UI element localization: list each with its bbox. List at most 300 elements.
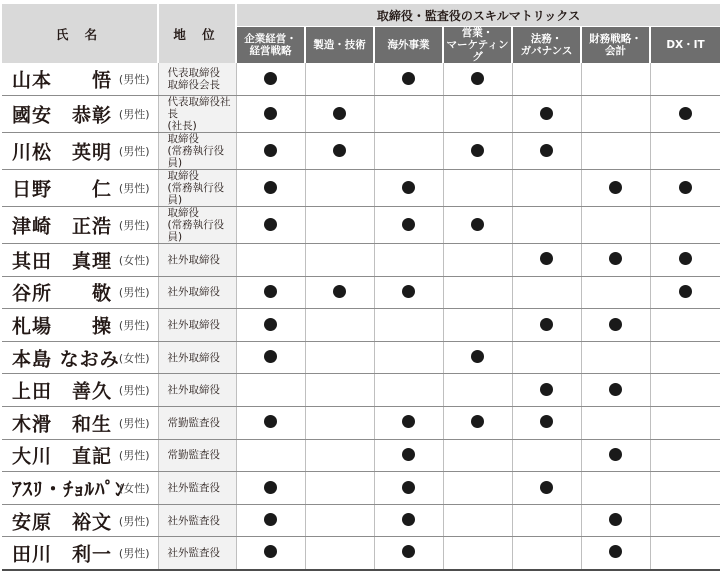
skill-empty bbox=[679, 545, 692, 558]
skill-dot-icon bbox=[402, 72, 415, 85]
skill-dot-icon bbox=[402, 448, 415, 461]
skill-cell bbox=[374, 374, 443, 407]
skill-cell bbox=[305, 133, 374, 170]
skill-cell bbox=[650, 341, 720, 374]
member-position: 社外取締役 bbox=[167, 384, 220, 397]
skill-empty bbox=[679, 448, 692, 461]
skill-dot-icon bbox=[264, 513, 277, 526]
member-position: 社外監査役 bbox=[167, 514, 220, 527]
skill-dot-icon bbox=[609, 181, 622, 194]
skill-dot-icon bbox=[402, 481, 415, 494]
skill-empty bbox=[679, 318, 692, 331]
member-position-cell bbox=[158, 407, 236, 440]
skill-cell bbox=[512, 207, 581, 244]
member-gender: (男性) bbox=[118, 319, 150, 333]
header-position: 地 位 bbox=[158, 4, 236, 63]
skill-cell bbox=[374, 504, 443, 537]
skill-cell bbox=[305, 207, 374, 244]
skill-dot-icon bbox=[679, 252, 692, 265]
skill-matrix-table bbox=[2, 4, 720, 571]
member-name: ｱｽﾘ・ﾁｮﾙﾊﾟﾝ bbox=[12, 478, 126, 501]
skill-empty bbox=[540, 181, 553, 194]
skill-empty bbox=[679, 144, 692, 157]
member-position-cell bbox=[158, 96, 236, 133]
member-position: 取締役 (常務執行役員) bbox=[167, 207, 225, 244]
member-row bbox=[2, 170, 720, 207]
skill-cell bbox=[443, 133, 512, 170]
skill-cell bbox=[512, 244, 581, 277]
skill-cell bbox=[374, 309, 443, 342]
skill-cell bbox=[512, 439, 581, 472]
member-position: 取締役 (常務執行役員) bbox=[167, 133, 225, 170]
skill-cell bbox=[236, 276, 305, 309]
skill-empty bbox=[609, 107, 622, 120]
skill-cell bbox=[236, 133, 305, 170]
skill-cell bbox=[305, 244, 374, 277]
member-name-cell bbox=[2, 537, 158, 570]
skill-empty bbox=[333, 72, 346, 85]
skill-dot-icon bbox=[264, 318, 277, 331]
skill-empty bbox=[679, 481, 692, 494]
skill-cell bbox=[443, 276, 512, 309]
skill-empty bbox=[333, 513, 346, 526]
skill-empty bbox=[333, 350, 346, 363]
member-name: 國安 恭彰 bbox=[12, 104, 113, 127]
skill-empty bbox=[679, 383, 692, 396]
skill-cell bbox=[305, 472, 374, 505]
skill-empty bbox=[609, 285, 622, 298]
skill-dot-icon bbox=[264, 181, 277, 194]
skill-empty bbox=[609, 72, 622, 85]
member-row bbox=[2, 133, 720, 170]
skill-dot-icon bbox=[264, 415, 277, 428]
member-row bbox=[2, 537, 720, 570]
skill-empty bbox=[471, 383, 484, 396]
skill-dot-icon bbox=[679, 285, 692, 298]
skill-cell bbox=[236, 63, 305, 96]
skill-cell bbox=[443, 170, 512, 207]
skill-dot-icon bbox=[609, 448, 622, 461]
skill-empty bbox=[679, 415, 692, 428]
skill-dot-icon bbox=[402, 181, 415, 194]
skill-empty bbox=[471, 318, 484, 331]
skill-empty bbox=[333, 481, 346, 494]
member-name: 谷所 敬 bbox=[12, 282, 113, 305]
skill-cell bbox=[443, 407, 512, 440]
skill-empty bbox=[402, 318, 415, 331]
member-position-cell bbox=[158, 374, 236, 407]
member-position: 社外取締役 bbox=[167, 351, 220, 364]
skill-empty bbox=[540, 72, 553, 85]
skill-cell bbox=[374, 96, 443, 133]
skill-cell bbox=[650, 133, 720, 170]
skill-cell bbox=[236, 244, 305, 277]
skill-cell bbox=[374, 170, 443, 207]
member-name: 上田 善久 bbox=[12, 380, 113, 403]
skill-cell bbox=[650, 504, 720, 537]
skill-empty bbox=[609, 218, 622, 231]
member-position: 常勤監査役 bbox=[167, 449, 220, 462]
skill-cell bbox=[650, 309, 720, 342]
skill-cell bbox=[236, 341, 305, 374]
skill-cell bbox=[374, 63, 443, 96]
skill-cell bbox=[305, 276, 374, 309]
skill-dot-icon bbox=[402, 545, 415, 558]
skill-dot-icon bbox=[471, 144, 484, 157]
skill-empty bbox=[540, 350, 553, 363]
member-name-cell bbox=[2, 309, 158, 342]
member-name: 大川 直記 bbox=[12, 445, 113, 468]
skill-cell bbox=[581, 374, 650, 407]
skill-cell bbox=[443, 244, 512, 277]
member-name-cell bbox=[2, 439, 158, 472]
member-gender: (男性) bbox=[118, 182, 150, 196]
skill-cell bbox=[305, 439, 374, 472]
skill-cell bbox=[236, 309, 305, 342]
member-row bbox=[2, 407, 720, 440]
member-gender: (男性) bbox=[118, 73, 150, 87]
skill-dot-icon bbox=[540, 252, 553, 265]
member-name-cell bbox=[2, 63, 158, 96]
member-name: 木滑 和生 bbox=[12, 413, 113, 436]
skill-cell bbox=[650, 276, 720, 309]
skill-cell bbox=[236, 374, 305, 407]
skill-dot-icon bbox=[264, 285, 277, 298]
skill-cell bbox=[650, 537, 720, 570]
skill-dot-icon bbox=[402, 218, 415, 231]
skill-cell bbox=[443, 207, 512, 244]
member-gender: (男性) bbox=[118, 514, 150, 528]
skill-cell bbox=[650, 374, 720, 407]
member-position-cell bbox=[158, 133, 236, 170]
skill-dot-icon bbox=[471, 415, 484, 428]
skill-cell bbox=[305, 374, 374, 407]
skill-cell bbox=[236, 504, 305, 537]
member-gender: (女性) bbox=[118, 253, 150, 267]
skill-dot-icon bbox=[333, 144, 346, 157]
skill-dot-icon bbox=[540, 144, 553, 157]
skill-dot-icon bbox=[264, 107, 277, 120]
skill-cell bbox=[512, 309, 581, 342]
member-gender: (男性) bbox=[118, 219, 150, 233]
member-name-cell bbox=[2, 170, 158, 207]
member-name-cell bbox=[2, 96, 158, 133]
skill-cell bbox=[512, 537, 581, 570]
member-position: 代表取締役 取締役会長 bbox=[167, 67, 220, 92]
skill-cell bbox=[512, 276, 581, 309]
skill-empty bbox=[402, 107, 415, 120]
skill-empty bbox=[471, 481, 484, 494]
skill-dot-icon bbox=[264, 481, 277, 494]
skill-empty bbox=[679, 350, 692, 363]
skill-empty bbox=[540, 513, 553, 526]
member-position-cell bbox=[158, 309, 236, 342]
header-skills-title: 取締役・監査役のスキルマトリックス bbox=[236, 4, 720, 27]
skill-empty bbox=[264, 383, 277, 396]
skill-cell bbox=[581, 207, 650, 244]
header-skill-0 bbox=[236, 27, 305, 64]
skill-cell bbox=[305, 96, 374, 133]
skill-empty bbox=[471, 252, 484, 265]
skill-cell bbox=[650, 439, 720, 472]
skill-cell bbox=[374, 537, 443, 570]
member-position: 社外監査役 bbox=[167, 482, 220, 495]
skill-empty bbox=[471, 107, 484, 120]
skill-cell bbox=[443, 96, 512, 133]
header-skill-label: 製造・技術 bbox=[313, 39, 366, 51]
skill-cell bbox=[374, 133, 443, 170]
skill-dot-icon bbox=[264, 545, 277, 558]
skill-cell bbox=[581, 537, 650, 570]
skill-cell bbox=[650, 63, 720, 96]
skill-cell bbox=[374, 472, 443, 505]
skill-empty bbox=[471, 448, 484, 461]
skill-cell bbox=[305, 309, 374, 342]
skill-cell bbox=[650, 407, 720, 440]
skill-dot-icon bbox=[264, 218, 277, 231]
skill-cell bbox=[581, 341, 650, 374]
skill-cell bbox=[305, 407, 374, 440]
skill-empty bbox=[540, 545, 553, 558]
skill-cell bbox=[374, 276, 443, 309]
member-name: 山本 悟 bbox=[12, 69, 113, 92]
skill-cell bbox=[581, 407, 650, 440]
skill-empty bbox=[333, 448, 346, 461]
skill-cell bbox=[581, 276, 650, 309]
member-row bbox=[2, 309, 720, 342]
skill-dot-icon bbox=[540, 383, 553, 396]
skill-cell bbox=[443, 309, 512, 342]
member-name-cell bbox=[2, 207, 158, 244]
skill-empty bbox=[333, 218, 346, 231]
skill-dot-icon bbox=[402, 415, 415, 428]
member-name-cell bbox=[2, 341, 158, 374]
skill-cell bbox=[650, 244, 720, 277]
member-position-cell bbox=[158, 341, 236, 374]
skill-empty bbox=[540, 218, 553, 231]
header-skill-label: 海外事業 bbox=[387, 39, 430, 51]
skill-cell bbox=[236, 407, 305, 440]
member-list bbox=[2, 63, 720, 570]
member-position: 常勤監査役 bbox=[167, 416, 220, 429]
member-gender: (男性) bbox=[118, 546, 150, 560]
skill-empty bbox=[471, 285, 484, 298]
header-skill-label: 法務・ ガバナンス bbox=[520, 33, 573, 57]
member-name: 津崎 正浩 bbox=[12, 215, 113, 238]
header-skill-label: 営業・ マーケティング bbox=[446, 27, 509, 63]
member-row bbox=[2, 439, 720, 472]
skill-empty bbox=[609, 350, 622, 363]
skill-dot-icon bbox=[402, 285, 415, 298]
member-position-cell bbox=[158, 207, 236, 244]
skill-cell bbox=[512, 133, 581, 170]
skill-dot-icon bbox=[609, 318, 622, 331]
skill-cell bbox=[650, 472, 720, 505]
member-name: 本島 なおみ bbox=[12, 348, 120, 371]
skill-cell bbox=[374, 407, 443, 440]
skill-cell bbox=[581, 133, 650, 170]
skill-cell bbox=[581, 504, 650, 537]
member-name-cell bbox=[2, 276, 158, 309]
skill-empty bbox=[471, 513, 484, 526]
member-name-cell bbox=[2, 374, 158, 407]
skill-cell bbox=[581, 309, 650, 342]
skill-empty bbox=[333, 383, 346, 396]
skill-dot-icon bbox=[540, 107, 553, 120]
skill-empty bbox=[402, 383, 415, 396]
skill-dot-icon bbox=[471, 218, 484, 231]
skill-cell bbox=[650, 170, 720, 207]
skill-dot-icon bbox=[471, 350, 484, 363]
member-position-cell bbox=[158, 472, 236, 505]
skill-cell bbox=[305, 504, 374, 537]
skill-empty bbox=[609, 144, 622, 157]
header-skill-label: 財務戦略・ 会計 bbox=[589, 33, 642, 57]
skill-cell bbox=[236, 96, 305, 133]
member-name-cell bbox=[2, 407, 158, 440]
member-name: 日野 仁 bbox=[12, 178, 113, 201]
skill-cell bbox=[443, 63, 512, 96]
member-gender: (男性) bbox=[118, 449, 150, 463]
member-row bbox=[2, 374, 720, 407]
member-row bbox=[2, 63, 720, 96]
skill-cell bbox=[581, 244, 650, 277]
skill-dot-icon bbox=[402, 513, 415, 526]
skill-empty bbox=[333, 252, 346, 265]
skill-cell bbox=[581, 170, 650, 207]
skill-empty bbox=[471, 181, 484, 194]
skill-empty bbox=[264, 252, 277, 265]
member-name-cell bbox=[2, 133, 158, 170]
skill-cell bbox=[443, 504, 512, 537]
skill-cell bbox=[581, 96, 650, 133]
member-gender: (女性) bbox=[118, 351, 150, 365]
header-skill-label: 企業経営・ 経営戦略 bbox=[244, 33, 297, 57]
skill-empty bbox=[333, 545, 346, 558]
member-gender: (女性) bbox=[118, 482, 150, 496]
skill-cell bbox=[305, 341, 374, 374]
member-row bbox=[2, 207, 720, 244]
member-position-cell bbox=[158, 439, 236, 472]
skill-cell bbox=[305, 537, 374, 570]
skill-cell bbox=[512, 96, 581, 133]
skill-cell bbox=[581, 439, 650, 472]
member-row bbox=[2, 472, 720, 505]
skill-empty bbox=[333, 318, 346, 331]
skill-cell bbox=[581, 63, 650, 96]
skill-empty bbox=[402, 350, 415, 363]
skill-cell bbox=[512, 341, 581, 374]
skill-dot-icon bbox=[679, 181, 692, 194]
skill-cell bbox=[512, 374, 581, 407]
skill-cell bbox=[581, 472, 650, 505]
skill-cell bbox=[443, 472, 512, 505]
member-position-cell bbox=[158, 170, 236, 207]
skill-dot-icon bbox=[609, 383, 622, 396]
skill-cell bbox=[512, 472, 581, 505]
member-name: 札場 操 bbox=[12, 315, 113, 338]
skill-cell bbox=[236, 170, 305, 207]
member-row bbox=[2, 341, 720, 374]
skill-cell bbox=[305, 170, 374, 207]
skill-empty bbox=[679, 72, 692, 85]
member-gender: (男性) bbox=[118, 384, 150, 398]
header-skill-3 bbox=[443, 27, 512, 64]
skill-cell bbox=[443, 537, 512, 570]
header-skill-1 bbox=[305, 27, 374, 64]
skill-cell bbox=[512, 407, 581, 440]
header-skill-2 bbox=[374, 27, 443, 64]
skill-cell bbox=[374, 341, 443, 374]
member-position-cell bbox=[158, 504, 236, 537]
skill-dot-icon bbox=[333, 285, 346, 298]
member-gender: (男性) bbox=[118, 108, 150, 122]
member-gender: (男性) bbox=[118, 416, 150, 430]
skill-empty bbox=[333, 181, 346, 194]
skill-dot-icon bbox=[679, 107, 692, 120]
skill-cell bbox=[650, 207, 720, 244]
skill-dot-icon bbox=[540, 318, 553, 331]
member-position: 社外監査役 bbox=[167, 546, 220, 559]
skill-cell bbox=[443, 374, 512, 407]
skill-empty bbox=[471, 545, 484, 558]
member-row bbox=[2, 96, 720, 133]
skill-dot-icon bbox=[264, 350, 277, 363]
member-position: 社外取締役 bbox=[167, 286, 220, 299]
member-name: 田川 利一 bbox=[12, 543, 113, 566]
member-name: 其田 真理 bbox=[12, 250, 113, 273]
member-position: 社外取締役 bbox=[167, 319, 220, 332]
skill-cell bbox=[374, 207, 443, 244]
skill-empty bbox=[402, 252, 415, 265]
member-position-cell bbox=[158, 244, 236, 277]
skill-empty bbox=[540, 448, 553, 461]
member-position: 取締役 (常務執行役員) bbox=[167, 170, 225, 207]
table-header bbox=[2, 4, 720, 63]
skill-dot-icon bbox=[540, 415, 553, 428]
header-name: 氏 名 bbox=[2, 4, 158, 63]
skill-cell bbox=[443, 341, 512, 374]
member-row bbox=[2, 244, 720, 277]
skill-cell bbox=[512, 63, 581, 96]
member-position-cell bbox=[158, 63, 236, 96]
skill-empty bbox=[609, 415, 622, 428]
skill-empty bbox=[679, 513, 692, 526]
skill-cell bbox=[305, 63, 374, 96]
skill-empty bbox=[264, 448, 277, 461]
member-name: 安原 裕文 bbox=[12, 511, 113, 534]
skill-dot-icon bbox=[333, 107, 346, 120]
skill-empty bbox=[679, 218, 692, 231]
skill-dot-icon bbox=[609, 252, 622, 265]
member-name-cell bbox=[2, 472, 158, 505]
member-position-cell bbox=[158, 537, 236, 570]
header-skill-label: DX・IT bbox=[666, 39, 705, 51]
skill-cell bbox=[374, 244, 443, 277]
member-gender: (男性) bbox=[118, 286, 150, 300]
member-name-cell bbox=[2, 244, 158, 277]
skill-cell bbox=[650, 96, 720, 133]
skill-cell bbox=[443, 439, 512, 472]
skill-cell bbox=[236, 537, 305, 570]
skill-dot-icon bbox=[471, 72, 484, 85]
skill-dot-icon bbox=[264, 144, 277, 157]
skill-cell bbox=[374, 439, 443, 472]
skill-cell bbox=[512, 170, 581, 207]
skill-empty bbox=[609, 481, 622, 494]
skill-empty bbox=[402, 144, 415, 157]
skill-empty bbox=[333, 415, 346, 428]
